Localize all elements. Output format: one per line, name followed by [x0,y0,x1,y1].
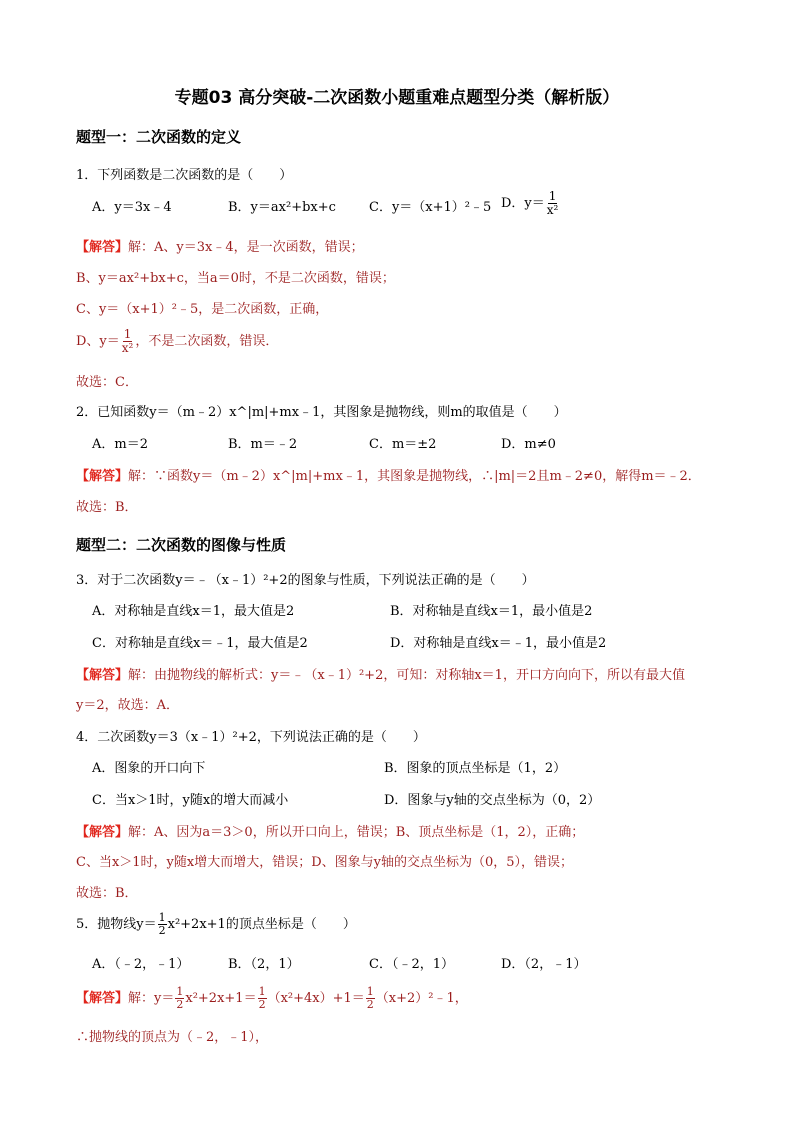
fraction [366,986,375,1011]
fraction-denominator: 2 [176,998,184,1011]
question-1-option-d [501,190,560,217]
answer-1-line-3: C、y＝（x+1）²﹣5，是二次函数，正确， [76,302,329,317]
fraction-numerator: 1 [548,189,557,203]
answer-tag: 【解答】 [76,469,129,484]
question-4-option-c: C．当x＞1时，y随x的增大而减小 [92,793,289,808]
section-heading-2: 题型二：二次函数的图像与性质 [76,536,287,554]
answer-5-line-1 [76,986,468,1011]
answer-text: 解：A、因为a＝3＞0，所以开口向上，错误；B、顶点坐标是（1，2），正确； [128,825,585,840]
answer-5-line-2: ∴抛物线的顶点为（﹣2，﹣1）， [76,1030,269,1045]
fraction-numerator: 1 [158,911,166,924]
answer-1-choice: 故选：C． [76,375,138,390]
fraction-denominator: x² [121,341,134,355]
question-5-prefix: 5．抛物线y＝ [76,917,157,932]
question-5-stem [76,912,356,937]
answer-4-line-1 [76,825,584,841]
answer-1-line-1 [76,240,364,256]
fraction-numerator: 1 [176,985,184,998]
question-5-option-d: D．（2，﹣1） [501,957,587,972]
question-1-option-b: B．y＝ax²+bx+c [228,200,336,215]
fraction-denominator: x² [546,203,559,217]
answer-2-line-1 [76,469,701,485]
answer-4-line-2: C、当x＞1时，y随x增大而增大，错误；D、图象与y轴的交点坐标为（0，5），错误； [76,855,574,870]
question-4-option-d: D．图象与y轴的交点坐标为（0，2） [384,793,601,808]
answer-text: 解：由抛物线的解析式：y＝﹣（x﹣1）²+2，可知：对称轴x＝1，开口方向向下，所以有最大值 [128,668,685,683]
answer-text: 解：A、y＝3x﹣4，是一次函数，错误； [128,240,364,255]
question-5-option-b: B．（2，1） [228,957,300,972]
option-d-prefix: D．y＝ [501,196,545,211]
fraction-numerator: 1 [258,985,266,998]
answer-3-line-1 [76,668,685,684]
fraction-numerator: 1 [123,327,132,341]
question-3-option-b: B．对称轴是直线x＝1，最小值是2 [390,604,593,619]
fraction [258,986,267,1011]
fraction-denominator: 2 [158,924,166,937]
question-4-stem: 4．二次函数y＝3（x﹣1）²+2，下列说法正确的是（ ） [76,730,426,745]
question-3-option-c: C．对称轴是直线x＝﹣1，最大值是2 [92,636,308,651]
answer-tag: 【解答】 [76,668,129,683]
fraction [546,190,560,217]
question-1-option-c: C．y＝（x+1）²﹣5 [369,200,492,215]
fraction-denominator: 2 [366,998,374,1011]
question-4-option-b: B．图象的顶点坐标是（1，2） [384,761,567,776]
answer-tag: 【解答】 [76,240,129,255]
question-2-option-b: B．m＝﹣2 [228,437,298,452]
fraction [121,328,135,355]
question-1-option-a: A．y＝3x﹣4 [92,200,172,215]
fraction [175,986,184,1011]
question-3-stem: 3．对于二次函数y＝﹣（x﹣1）²+2的图象与性质，下列说法正确的是（ ） [76,573,535,588]
fraction-denominator: 2 [258,998,266,1011]
fraction-numerator: 1 [366,985,374,998]
question-4-option-a: A．图象的开口向下 [92,761,206,776]
fraction [158,912,167,937]
question-2-option-a: A．m＝2 [92,437,148,452]
question-3-option-d: D．对称轴是直线x＝﹣1，最小值是2 [390,636,607,651]
answer-middle-2: （x²+4x）+1＝ [267,991,365,1006]
answer-tag: 【解答】 [76,825,129,840]
question-5-suffix: x²+2x+1的顶点坐标是（ ） [167,917,356,932]
answer-1-line-2: B、y＝ax²+bx+c，当a＝0时，不是二次函数，错误； [76,271,395,286]
answer-tag: 【解答】 [76,991,129,1006]
question-1-stem: 1．下列函数是二次函数的是（ ） [76,168,293,183]
answer-4-choice: 故选：B． [76,886,138,901]
question-2-option-d: D．m≠0 [501,437,556,452]
answer-suffix: （x+2）²﹣1， [375,991,468,1006]
question-2-option-c: C．m＝±2 [369,437,437,452]
section-heading-1: 题型一：二次函数的定义 [76,128,242,146]
answer-3-line-2: y＝2，故选：A． [76,698,180,713]
question-2-stem: 2．已知函数y＝（m﹣2）x^|m|+mx﹣1，其图象是抛物线，则m的取值是（ ） [76,405,567,420]
question-5-option-c: C．（﹣2，1） [369,957,454,972]
answer-suffix: ，不是二次函数，错误． [135,334,279,349]
answer-2-choice: 故选：B． [76,500,138,515]
answer-prefix: D、y＝ [76,334,120,349]
question-5-option-a: A．（﹣2，﹣1） [92,957,190,972]
answer-1-line-4 [76,328,278,355]
answer-middle-1: x²+2x+1＝ [185,991,257,1006]
page-title: 专题03 高分突破-二次函数小题重难点题型分类（解析版） [174,88,620,108]
answer-prefix: 解：y＝ [128,991,175,1006]
answer-text: 解：∵函数y＝（m﹣2）x^|m|+mx﹣1，其图象是抛物线，∴|m|＝2且m﹣2≠0，解得m＝﹣2． [128,469,701,484]
question-3-option-a: A．对称轴是直线x＝1，最大值是2 [92,604,295,619]
